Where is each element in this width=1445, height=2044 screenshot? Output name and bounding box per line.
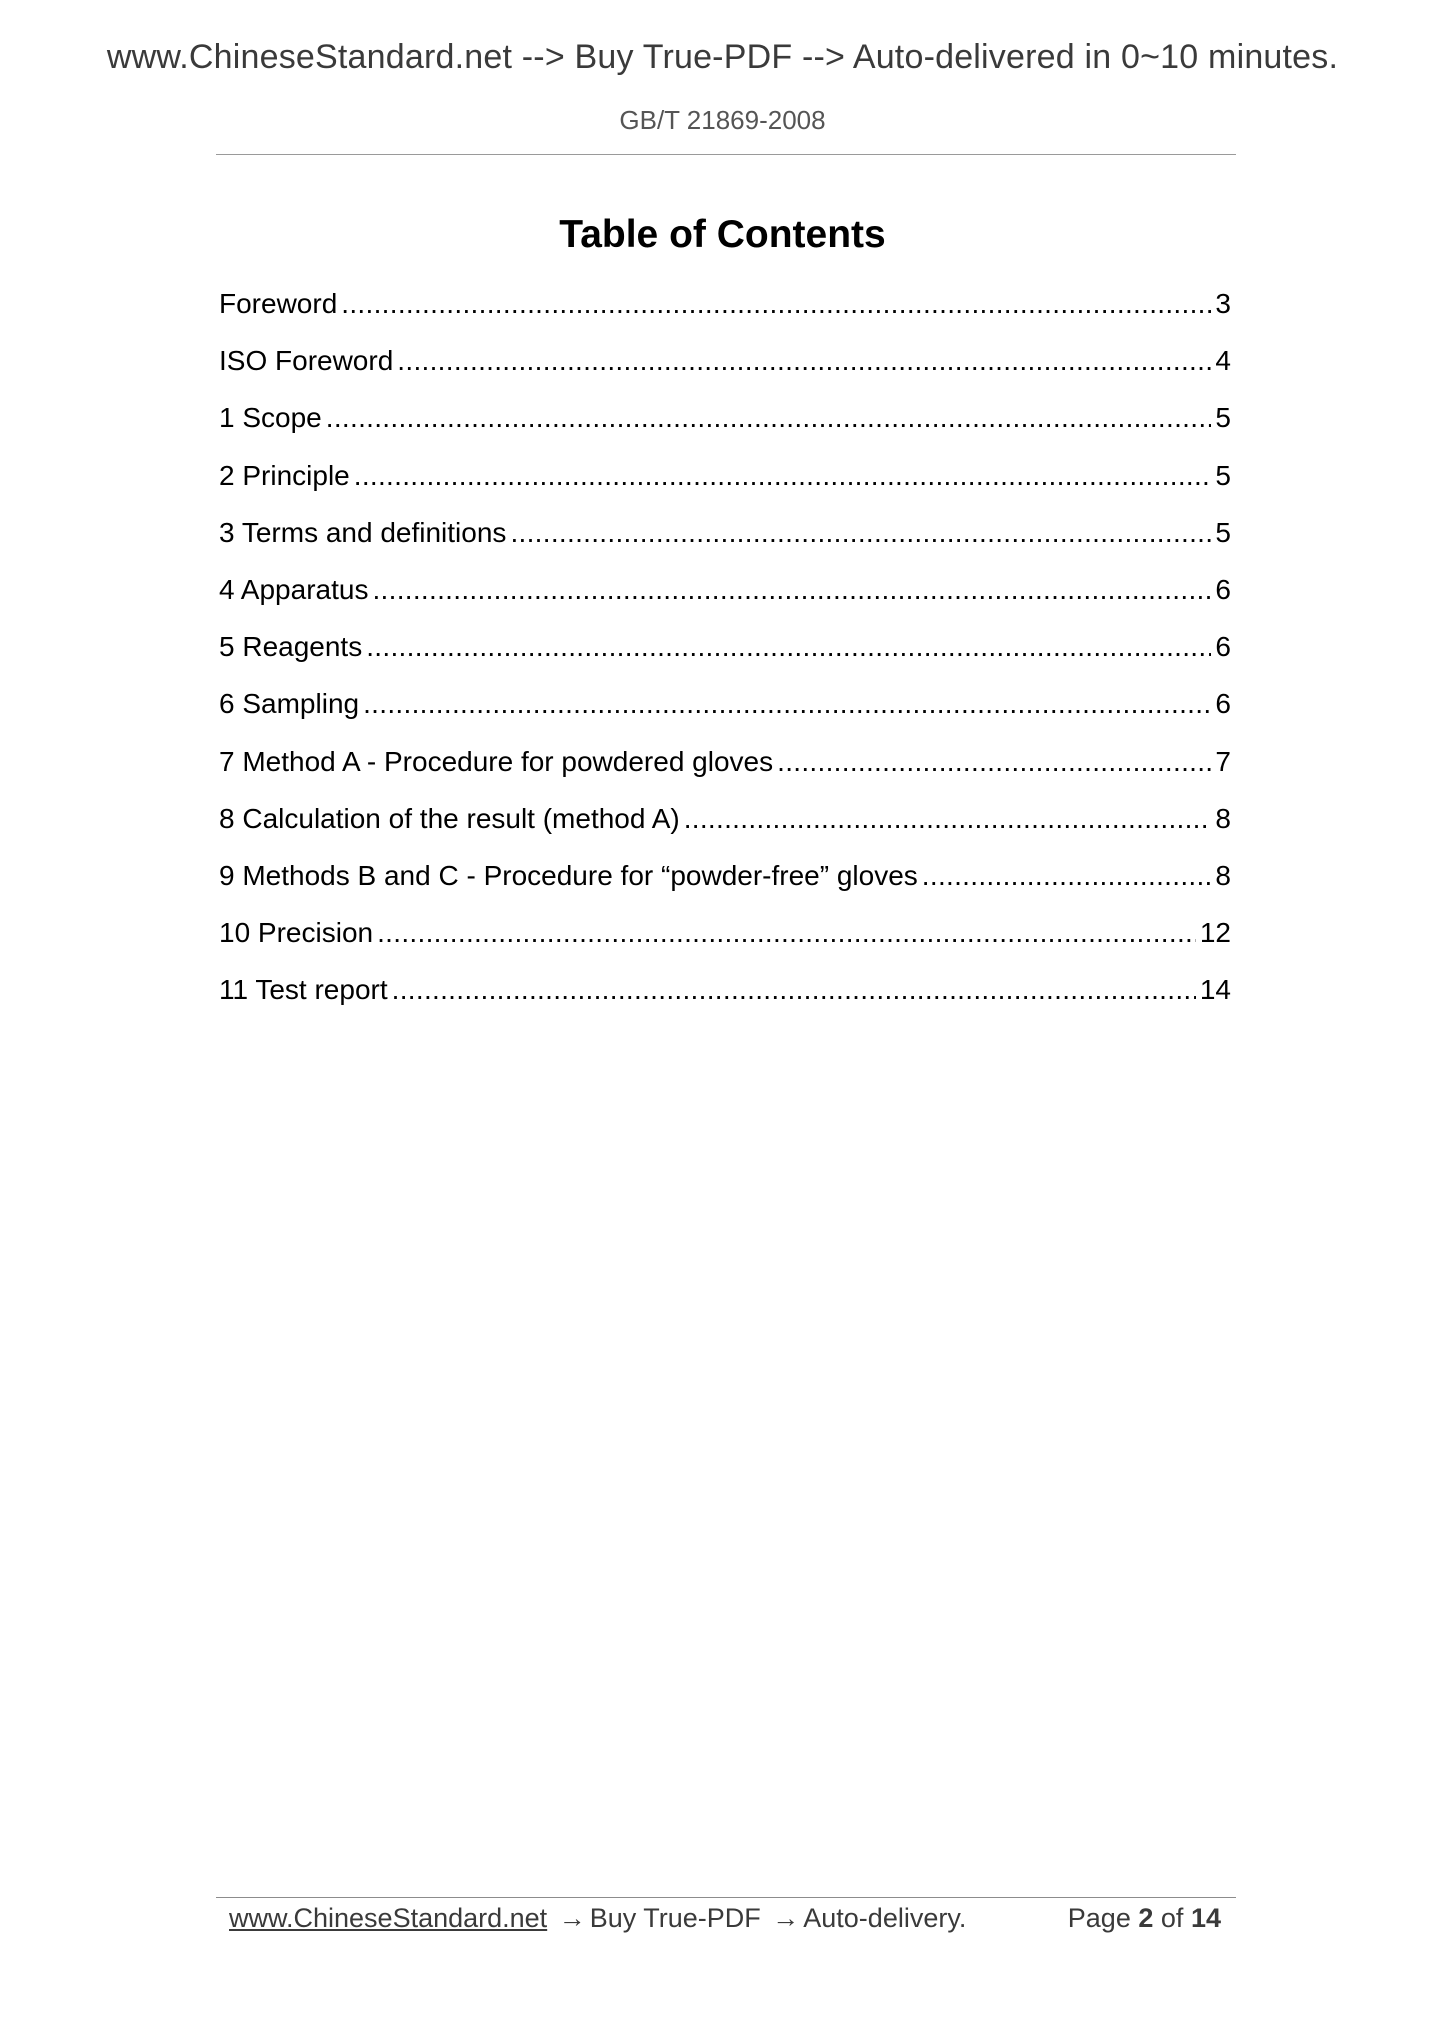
page-word: Page — [1067, 1903, 1131, 1933]
toc-dot-leader — [392, 970, 1196, 1010]
page-of-word: of — [1160, 1903, 1184, 1933]
footer-buy-text: Buy True-PDF — [589, 1903, 761, 1933]
toc-entry-label: 4 Apparatus — [219, 573, 369, 605]
toc-entry-page: 6 — [1215, 688, 1231, 720]
toc-entry-label: 6 Sampling — [219, 688, 360, 720]
toc-entry-scope[interactable] — [219, 398, 1231, 455]
toc-dot-leader — [922, 856, 1212, 896]
toc-dot-leader — [354, 456, 1212, 496]
toc-entry-page: 3 — [1215, 288, 1231, 319]
toc-entry-page: 14 — [1199, 974, 1231, 1006]
toc-entry-label: 10 Precision — [219, 917, 374, 949]
toc-dot-leader — [377, 913, 1196, 953]
page-number — [1068, 1898, 1221, 1938]
toc-dot-leader — [777, 742, 1211, 782]
toc-dot-leader — [510, 513, 1211, 553]
toc-entry-label: 3 Terms and definitions — [219, 516, 507, 548]
toc-dot-leader — [684, 799, 1212, 839]
toc-entry-methods-b-and-c[interactable] — [219, 856, 1231, 913]
toc-dot-leader — [372, 570, 1211, 610]
toc-entry-sampling[interactable] — [219, 684, 1231, 741]
footer-site-link[interactable]: www.ChineseStandard.net — [229, 1903, 548, 1933]
toc-entry-page: 8 — [1215, 802, 1231, 834]
toc-entry-label: 11 Test report — [219, 974, 388, 1006]
toc-entry-principle[interactable] — [219, 456, 1231, 513]
toc-entry-iso-foreword[interactable] — [219, 341, 1231, 398]
header-divider — [216, 154, 1236, 155]
arrow-right-icon: → — [558, 1903, 586, 1933]
toc-entry-label: Foreword — [219, 288, 338, 319]
toc-entry-label: 1 Scope — [219, 402, 322, 434]
arrow-right-icon: → — [772, 1903, 800, 1933]
page-current: 2 — [1138, 1903, 1154, 1933]
toc-dot-leader — [366, 627, 1211, 667]
toc-entry-page: 12 — [1199, 917, 1231, 949]
toc-entry-page: 4 — [1215, 345, 1231, 377]
page-total: 14 — [1190, 1903, 1221, 1933]
toc-dot-leader — [363, 684, 1211, 724]
toc-entry-precision[interactable] — [219, 913, 1231, 970]
toc-title: Table of Contents — [559, 213, 886, 256]
toc-entry-label: 8 Calculation of the result (method A) — [219, 802, 680, 834]
toc-entry-terms-and-definitions[interactable] — [219, 513, 1231, 570]
toc-entry-page: 5 — [1215, 402, 1231, 434]
toc-entry-page: 5 — [1215, 459, 1231, 491]
toc-entry-reagents[interactable] — [219, 627, 1231, 684]
toc-dot-leader — [326, 398, 1212, 438]
toc-entry-label: 9 Methods B and C - Procedure for “powder-free” gloves — [219, 859, 918, 891]
toc-entry-method-a[interactable] — [219, 742, 1231, 799]
toc-dot-leader — [397, 341, 1211, 381]
toc-entry-test-report[interactable] — [219, 970, 1231, 1027]
toc-entry-page: 6 — [1215, 573, 1231, 605]
toc-entry-page: 5 — [1215, 516, 1231, 548]
toc-entry-apparatus[interactable] — [219, 570, 1231, 627]
toc-entry-page: 6 — [1215, 631, 1231, 663]
toc-entry-page: 7 — [1215, 745, 1231, 777]
toc-entry-label: 7 Method A - Procedure for powdered gloves — [219, 745, 774, 777]
toc-entry-calculation[interactable] — [219, 799, 1231, 856]
toc-dot-leader — [341, 284, 1211, 324]
page-footer — [229, 1898, 1229, 1938]
toc-entry-label: ISO Foreword — [219, 345, 394, 377]
toc-entry-label: 2 Principle — [219, 459, 350, 491]
footer-promo — [229, 1898, 966, 1938]
standard-code: GB/T 21869-2008 — [619, 105, 826, 135]
footer-delivery-text: Auto-delivery. — [803, 1903, 967, 1933]
top-banner[interactable]: www.ChineseStandard.net --> Buy True-PDF --> Auto-delivered in 0~10 minutes. — [106, 38, 1339, 76]
toc-list — [219, 284, 1231, 1027]
toc-entry-page: 8 — [1215, 859, 1231, 891]
toc-entry-label: 5 Reagents — [219, 631, 363, 663]
toc-entry-foreword[interactable] — [219, 284, 1231, 341]
